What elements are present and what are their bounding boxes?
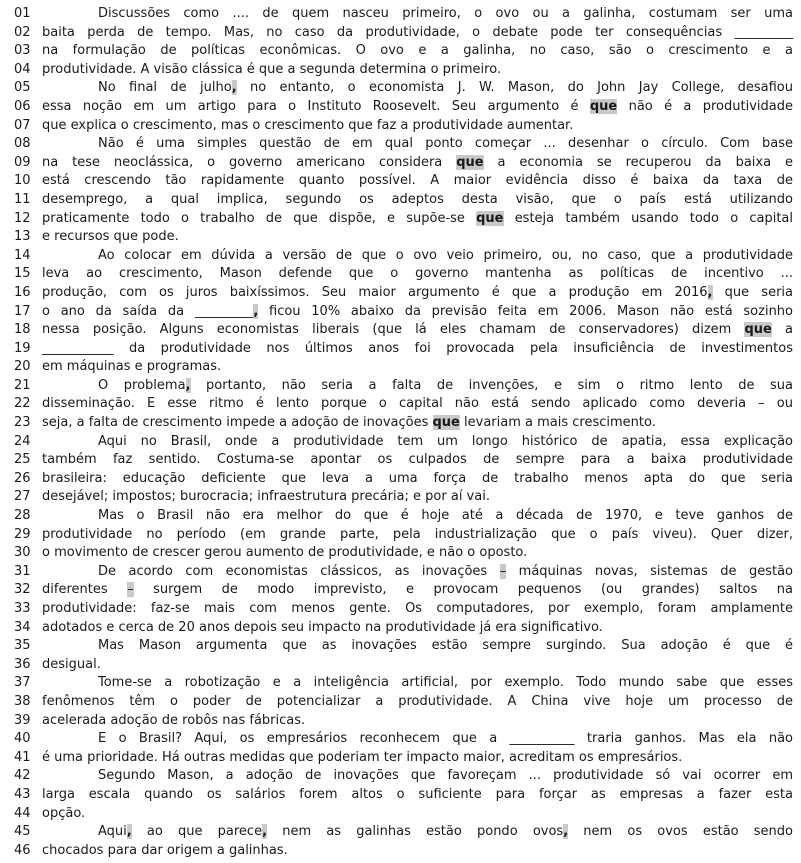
line-text <box>42 581 793 600</box>
line-text <box>42 749 793 768</box>
text-segment: E o Brasil? Aqui, os empresários reconhecem que a __________ traria ganhos. Mas ela não <box>98 731 793 747</box>
text-line <box>14 321 793 340</box>
highlighted-token: – <box>127 582 134 598</box>
line-text <box>42 172 793 191</box>
line-text <box>42 470 793 489</box>
text-segment: Discussões como .... de quem nasceu primeiro, o ovo ou a galinha, costumam ser uma <box>98 6 793 21</box>
line-text <box>42 619 793 638</box>
line-number: 21 <box>14 377 31 393</box>
text-segment: esteja também usando todo o capital <box>503 210 793 226</box>
line-number: 31 <box>14 563 31 579</box>
text-line <box>14 730 793 749</box>
text-segment: na formulação de políticas econômicas. O ovo e a galinha, no caso, são o crescimento e a <box>42 43 793 59</box>
text-line <box>14 749 793 768</box>
text-line <box>14 712 793 731</box>
highlighted-token: , <box>126 824 132 840</box>
text-segment: produção, com os juros baixíssimos. Seu maior argumento é que a produção em 2016 <box>42 284 708 300</box>
text-segment: levariam a mais crescimento. <box>459 415 656 431</box>
highlighted-token: que <box>589 98 618 114</box>
highlighted-token: que <box>476 210 504 226</box>
text-segment: desejável; impostos; burocracia; infraestrutura precária; e por aí vai. <box>42 489 490 505</box>
text-segment: chocados para dar origem a galinhas. <box>42 842 288 858</box>
line-text <box>42 488 793 507</box>
text-segment: e recursos que pode. <box>42 229 179 245</box>
line-number: 07 <box>14 117 31 133</box>
line-number: 05 <box>14 80 31 96</box>
text-segment: Aqui no Brasil, onde a produtividade tem um longo histórico de apatia, essa explicação <box>98 433 793 449</box>
line-number: 17 <box>14 303 31 319</box>
text-line <box>14 284 793 303</box>
text-segment: não é a produtividade <box>617 98 793 114</box>
text-line <box>14 172 793 191</box>
line-text <box>42 117 793 136</box>
line-text <box>42 637 793 656</box>
line-text <box>42 712 793 731</box>
line-number: 28 <box>14 508 31 524</box>
text-segment: está crescendo tão rapidamente quanto possível. A maior evidência disso é baixa da taxa de <box>42 173 793 189</box>
line-text <box>42 5 793 24</box>
text-segment: opção. <box>42 805 86 821</box>
text-segment: desigual. <box>42 656 101 672</box>
line-text <box>42 767 793 786</box>
text-segment: Não é uma simples questão de em qual ponto começar ... desenhar o círculo. Com base <box>98 136 793 152</box>
line-text <box>42 395 793 414</box>
text-line <box>14 674 793 693</box>
text-segment: a <box>771 322 793 338</box>
text-segment: nem as galinhas estão pondo ovos <box>267 824 564 840</box>
text-segment: fenômenos têm o poder de potencializar a produtividade. A China vive hoje um processo de <box>42 693 793 709</box>
line-text <box>42 284 793 303</box>
line-number: 23 <box>14 415 31 431</box>
line-number: 08 <box>14 136 31 152</box>
line-number: 11 <box>14 191 31 207</box>
line-number: 27 <box>14 489 31 505</box>
text-line <box>14 210 793 229</box>
line-text <box>42 321 793 340</box>
text-line <box>14 451 793 470</box>
text-line <box>14 656 793 675</box>
text-segment: De acordo com economistas clássicos, as inovações <box>98 563 500 579</box>
text-segment: também faz sentido. Costuma-se apontar os culpados de sempre para a baixa produtividade <box>42 452 793 468</box>
text-line <box>14 358 793 377</box>
line-number: 38 <box>14 693 31 709</box>
line-number: 41 <box>14 749 31 765</box>
line-text <box>42 544 793 563</box>
line-number: 36 <box>14 656 31 672</box>
text-segment: Tome-se a robotização e a inteligência artificial, por exemplo. Todo mundo sabe que esses <box>98 675 793 691</box>
line-text <box>42 61 793 80</box>
text-line <box>14 823 793 842</box>
text-segment: Mas o Brasil não era melhor do que é hoje até a década de 1970, e teve ganhos de <box>98 508 793 524</box>
text-line <box>14 191 793 210</box>
line-text <box>42 786 793 805</box>
line-text <box>42 823 793 842</box>
text-line <box>14 228 793 247</box>
line-text <box>42 451 793 470</box>
text-line <box>14 637 793 656</box>
line-number: 12 <box>14 210 31 226</box>
text-line <box>14 61 793 80</box>
text-segment: larga escala quando os salários forem altos o suficiente para forçar as empresas a fazer esta <box>42 786 793 802</box>
line-text <box>42 24 793 43</box>
text-line <box>14 563 793 582</box>
highlighted-token: , <box>185 377 191 393</box>
text-segment: o ano da saída da _________ <box>42 303 254 319</box>
text-line <box>14 24 793 43</box>
text-segment: seja, a falta de crescimento impede a adoção de inovações <box>42 415 433 431</box>
text-segment: essa noção em um artigo para o Instituto Roosevelt. Seu argumento é <box>42 98 590 114</box>
line-number: 13 <box>14 229 31 245</box>
text-line <box>14 526 793 545</box>
text-segment: ao que parece <box>131 824 263 840</box>
line-number: 04 <box>14 61 31 77</box>
line-number: 15 <box>14 266 31 282</box>
text-line <box>14 247 793 266</box>
line-number: 18 <box>14 322 31 338</box>
line-text <box>42 191 793 210</box>
text-line <box>14 544 793 563</box>
line-number: 26 <box>14 470 31 486</box>
line-number: 43 <box>14 786 31 802</box>
line-number: 09 <box>14 154 31 170</box>
text-segment: portanto, não seria a falta de invenções, e sim o ritmo lento de sua <box>190 377 794 393</box>
line-text <box>42 135 793 154</box>
line-number: 44 <box>14 805 31 821</box>
text-line <box>14 117 793 136</box>
line-text <box>42 154 793 173</box>
line-number: 46 <box>14 842 31 858</box>
text-segment: na tese neoclássica, o governo americano considera <box>42 154 457 170</box>
text-line <box>14 488 793 507</box>
line-number: 42 <box>14 768 31 784</box>
text-line <box>14 5 793 24</box>
text-segment: disseminação. E esse ritmo é lento porque o capital não está sendo aplicado como deveria – ou <box>42 396 793 412</box>
line-number: 29 <box>14 526 31 542</box>
text-line <box>14 42 793 61</box>
text-segment: que explica o crescimento, mas o crescimento que faz a produtividade aumentar. <box>42 117 574 133</box>
highlighted-token: , <box>563 824 569 840</box>
line-number: 22 <box>14 396 31 412</box>
text-segment: máquinas novas, sistemas de gestão <box>506 563 794 579</box>
line-text <box>42 210 793 229</box>
highlighted-token: , <box>262 824 268 840</box>
line-number: 10 <box>14 173 31 189</box>
text-line <box>14 340 793 359</box>
text-line <box>14 79 793 98</box>
text-segment: Segundo Mason, a adoção de inovações que favoreçam ... produtividade só vai ocorrer em <box>98 768 793 784</box>
text-segment: ___________ da produtividade nos últimos anos foi provocada pela insuficiência de investimentos <box>42 340 793 356</box>
line-text <box>42 247 793 266</box>
text-segment: surgem de modo imprevisto, e provocam pequenos (ou grandes) saltos na <box>133 582 793 598</box>
line-text <box>42 433 793 452</box>
text-line <box>14 154 793 173</box>
text-line <box>14 377 793 396</box>
text-segment: produtividade no período (em grande parte, pela industrialização que o país viveu). Quer dizer, <box>42 526 793 542</box>
highlighted-token: , <box>707 284 713 300</box>
line-text <box>42 358 793 377</box>
text-line <box>14 470 793 489</box>
line-text <box>42 377 793 396</box>
highlighted-token: que <box>456 154 484 170</box>
highlighted-token: que <box>432 415 460 431</box>
line-number: 20 <box>14 359 31 375</box>
text-line <box>14 433 793 452</box>
text-segment: em máquinas e programas. <box>42 359 222 375</box>
line-number: 19 <box>14 340 31 356</box>
text-line <box>14 135 793 154</box>
line-text <box>42 693 793 712</box>
line-number: 37 <box>14 675 31 691</box>
text-line <box>14 303 793 322</box>
text-line <box>14 414 793 433</box>
text-line <box>14 581 793 600</box>
line-number: 24 <box>14 433 31 449</box>
line-number: 45 <box>14 824 31 840</box>
text-segment: Mas Mason argumenta que as inovações estão sempre surgindo. Sua adoção é que é <box>98 638 793 654</box>
line-number: 39 <box>14 712 31 728</box>
text-segment: o movimento de crescer gerou aumento de produtividade, e não o oposto. <box>42 545 528 561</box>
line-text <box>42 303 793 322</box>
line-number: 34 <box>14 619 31 635</box>
line-text <box>42 340 793 359</box>
text-line <box>14 395 793 414</box>
text-segment: adotados e cerca de 20 anos depois seu impacto na produtividade já era significativo. <box>42 619 603 635</box>
text-line <box>14 805 793 824</box>
text-segment: desemprego, a qual implica, segundo os adeptos desta visão, que o país está utilizando <box>42 191 793 207</box>
line-text <box>42 526 793 545</box>
line-text <box>42 507 793 526</box>
line-number: 06 <box>14 98 31 114</box>
text-segment: ficou 10% abaixo da previsão feita em 2006. Mason não está sozinho <box>258 303 794 319</box>
line-number: 30 <box>14 545 31 561</box>
text-segment: No final de julho <box>98 80 232 96</box>
passage-lines <box>14 5 793 860</box>
text-segment: acelerada adoção de robôs nas fábricas. <box>42 712 306 728</box>
text-line <box>14 600 793 619</box>
line-text <box>42 79 793 98</box>
line-number: 35 <box>14 638 31 654</box>
text-line <box>14 507 793 526</box>
text-segment: Aqui <box>98 824 127 840</box>
line-number: 14 <box>14 247 31 263</box>
line-text <box>42 98 793 117</box>
line-text <box>42 265 793 284</box>
line-number: 16 <box>14 284 31 300</box>
highlighted-token: que <box>744 322 772 338</box>
text-segment: nessa posição. Alguns economistas liberais (que lá eles chamam de conservadores) dizem <box>42 322 745 338</box>
text-segment: brasileira: educação deficiente que leva a uma força de trabalho menos apta do que seria <box>42 470 793 486</box>
line-text <box>42 563 793 582</box>
line-text <box>42 414 793 433</box>
line-number: 03 <box>14 43 31 59</box>
text-segment: O problema <box>98 377 186 393</box>
text-line <box>14 265 793 284</box>
line-text <box>42 600 793 619</box>
line-text <box>42 228 793 247</box>
line-number: 25 <box>14 452 31 468</box>
highlighted-token: , <box>231 80 237 96</box>
highlighted-token: – <box>499 563 507 579</box>
text-segment: Ao colocar em dúvida a versão de que o ovo veio primeiro, ou, no caso, que a produtividade <box>98 247 793 263</box>
text-segment: baita perda de tempo. Mas, no caso da produtividade, o debate pode ter consequências _________ <box>42 24 793 40</box>
text-line <box>14 619 793 638</box>
text-line <box>14 693 793 712</box>
text-line <box>14 767 793 786</box>
text-segment: a economia se recuperou da baixa e <box>483 154 793 170</box>
line-text <box>42 842 793 861</box>
line-text <box>42 656 793 675</box>
text-line <box>14 842 793 861</box>
text-segment: que seria <box>712 284 793 300</box>
text-segment: leva ao crescimento, Mason defende que o governo mantenha as políticas de incentivo ... <box>42 266 793 282</box>
text-segment: é uma prioridade. Há outras medidas que poderiam ter impacto maior, acreditam os empresários. <box>42 749 683 765</box>
line-text <box>42 42 793 61</box>
line-text <box>42 805 793 824</box>
text-segment: produtividade. A visão clássica é que a segunda determina o primeiro. <box>42 61 502 77</box>
text-line <box>14 786 793 805</box>
line-number: 02 <box>14 24 31 40</box>
text-segment: no entanto, o economista J. W. Mason, do John Jay College, desafiou <box>236 80 793 96</box>
line-text <box>42 674 793 693</box>
highlighted-token: , <box>253 303 259 319</box>
text-line <box>14 98 793 117</box>
line-number: 33 <box>14 601 31 616</box>
text-segment: praticamente todo o trabalho de que dispõe, e supõe-se <box>42 210 477 226</box>
line-number: 01 <box>14 6 31 21</box>
text-segment: diferentes <box>42 582 128 598</box>
line-number: 32 <box>14 582 31 598</box>
line-number: 40 <box>14 731 31 747</box>
text-segment: produtividade: faz-se mais com menos gente. Os computadores, por exemplo, foram amplamente <box>42 601 793 616</box>
line-text <box>42 730 793 749</box>
text-segment: nem os ovos estão sendo <box>568 824 794 840</box>
